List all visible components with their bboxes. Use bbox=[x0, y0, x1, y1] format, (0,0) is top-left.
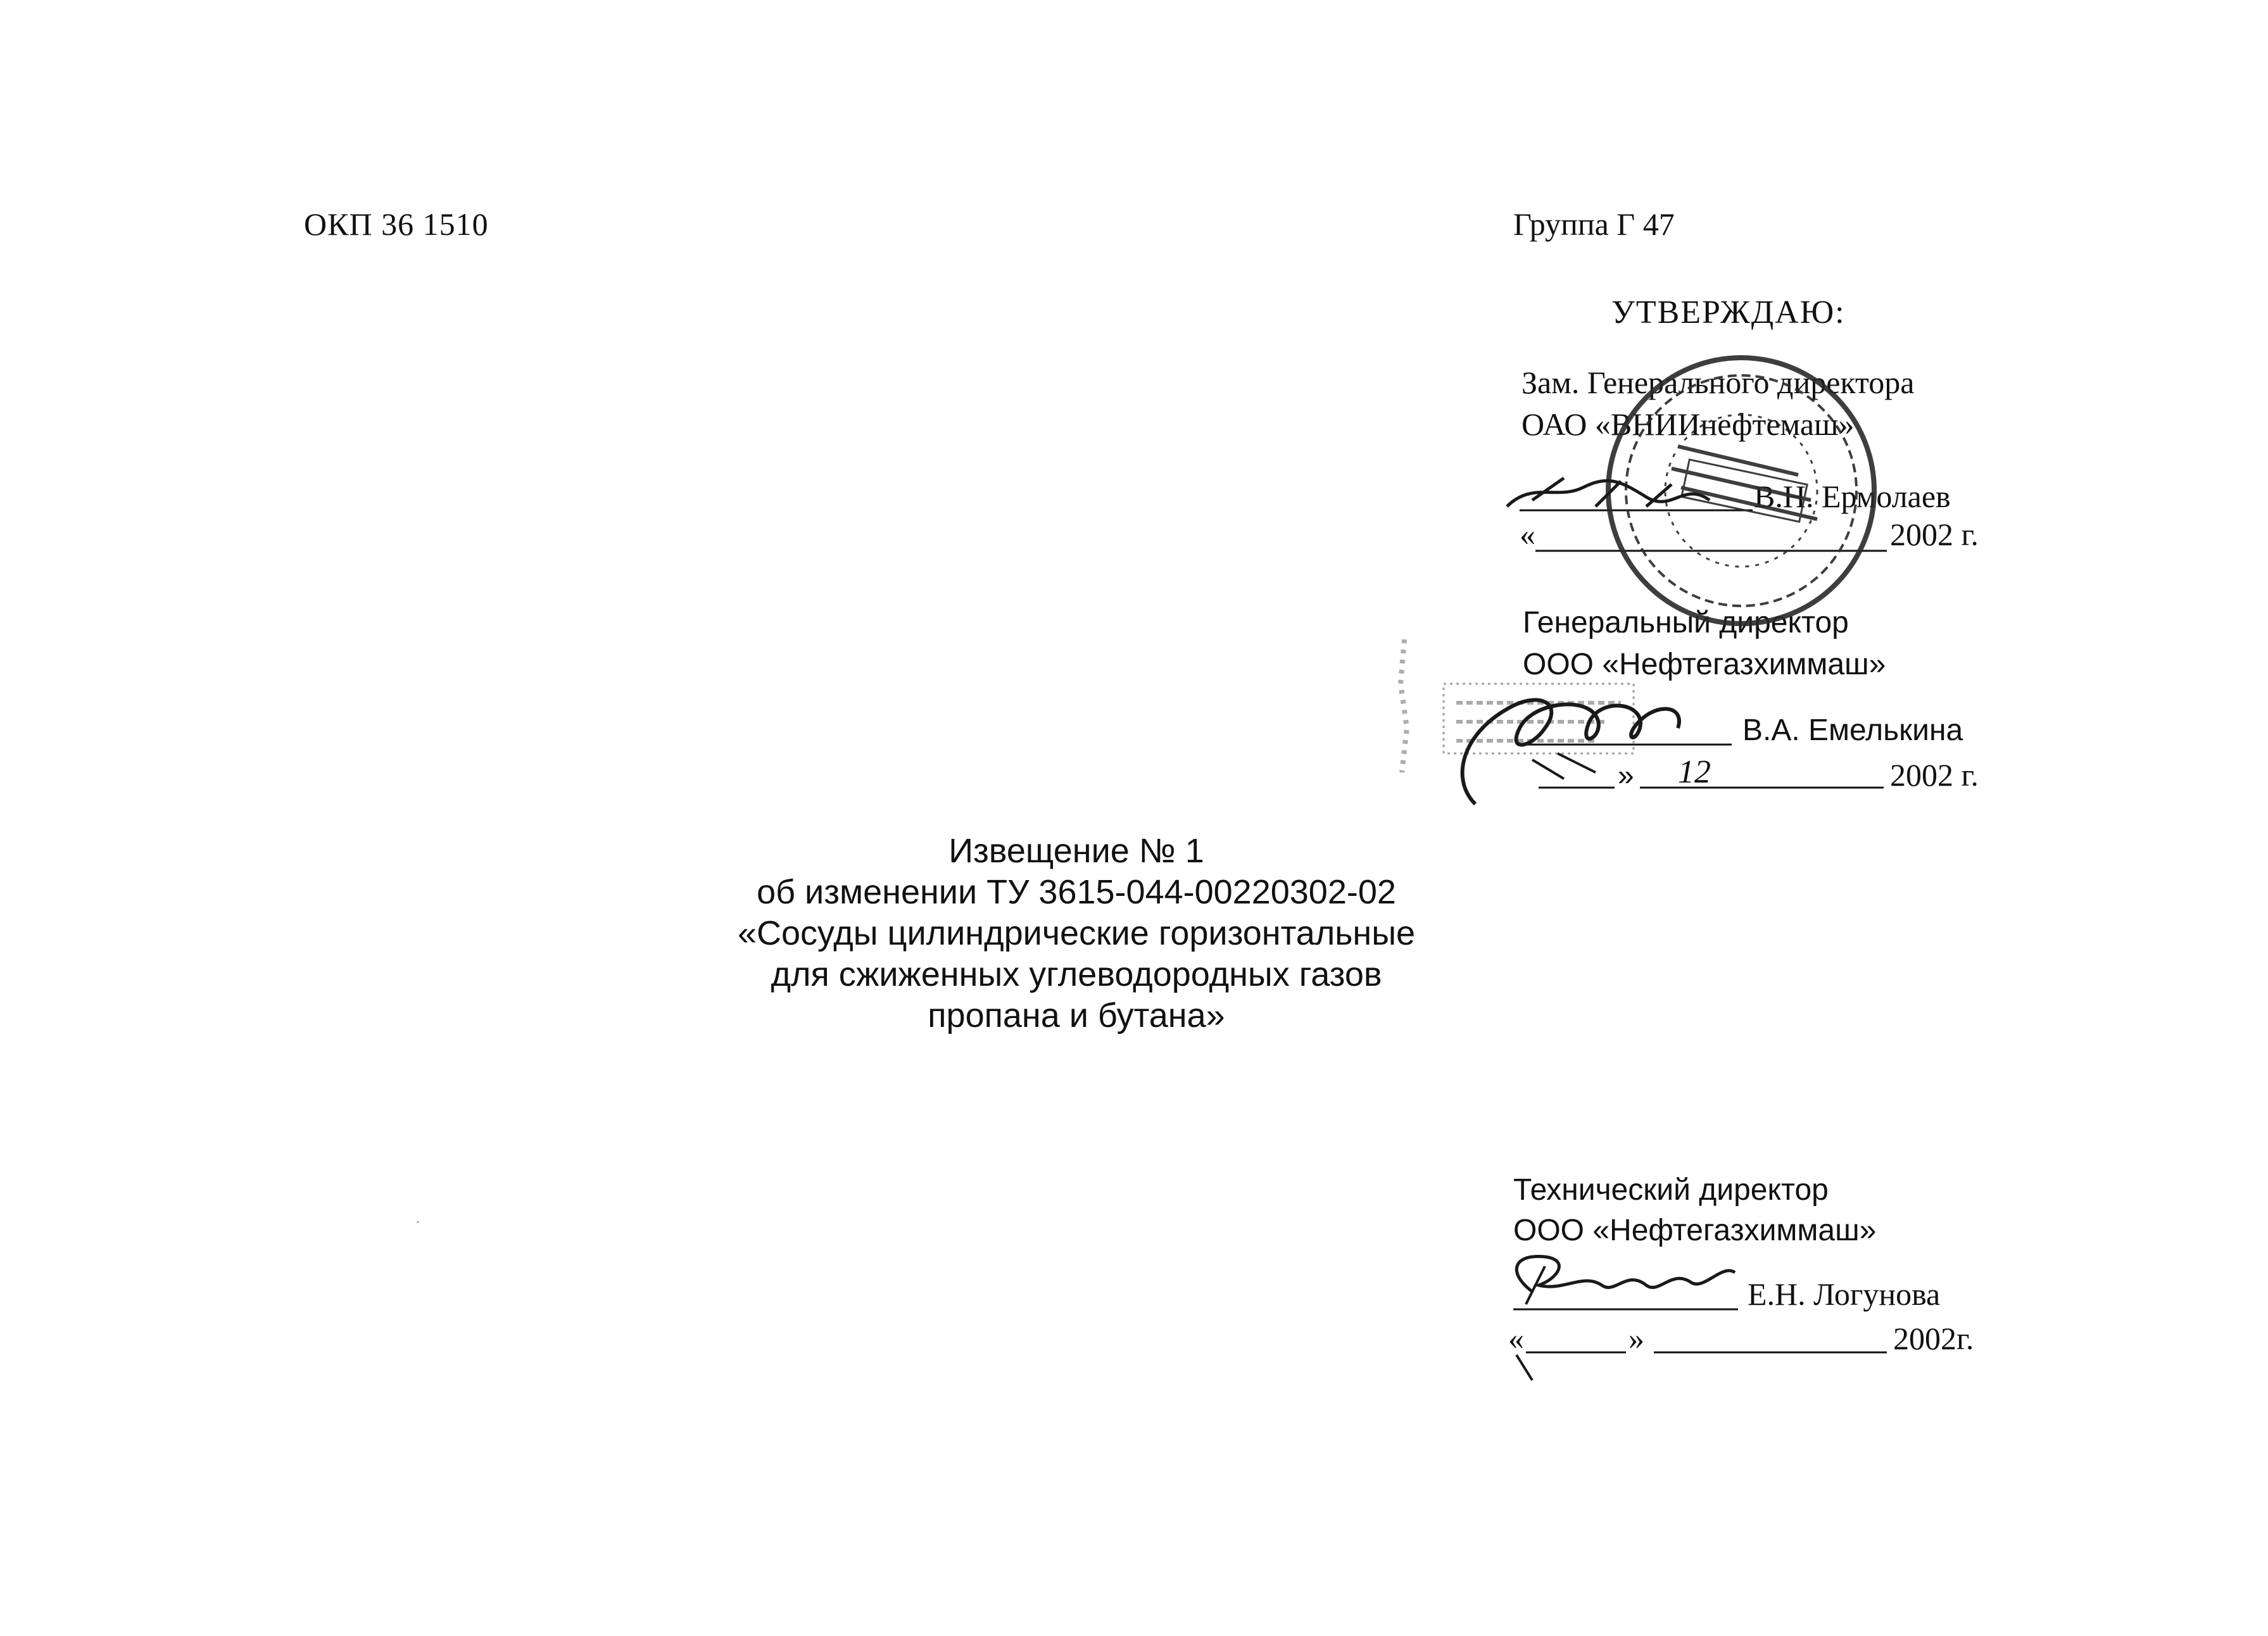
signatory-2-organization: ООО «Нефтегазхиммаш» bbox=[1523, 648, 1886, 681]
notice-line-2: об изменении ТУ 3615-044-00220302-02 bbox=[757, 873, 1396, 911]
round-seal-stamp bbox=[1608, 358, 1874, 624]
tech-director-signature bbox=[1516, 1256, 1735, 1292]
signatory-1-position: Зам. Генерального директора bbox=[1521, 365, 1915, 400]
signatory-2-name: В.А. Емелькина bbox=[1742, 714, 1963, 747]
notice-line-5: пропана и бутана» bbox=[928, 997, 1225, 1035]
tech-director-date-open: « bbox=[1508, 1321, 1524, 1356]
signatory-2-date-month: 12 bbox=[1678, 754, 1711, 790]
signatory-1-name: В.Н. Ермолаев bbox=[1754, 479, 1951, 514]
signatory-2-date-close: » bbox=[1618, 758, 1634, 791]
notice-title: Извещение № 1 bbox=[948, 832, 1204, 870]
signatory-1-date-year: 2002 г. bbox=[1890, 517, 1979, 552]
tech-director-name: Е.Н. Логунова bbox=[1748, 1276, 1941, 1312]
okp-code: ОКП 36 1510 bbox=[304, 206, 489, 242]
tech-director-organization: ООО «Нефтегазхиммаш» bbox=[1513, 1214, 1877, 1247]
tech-director-position: Технический директор bbox=[1513, 1173, 1829, 1207]
signatory-2-date-year: 2002 г. bbox=[1890, 757, 1979, 793]
tech-director-date-close: » bbox=[1629, 1321, 1644, 1356]
signatory-2-position: Генеральный директор bbox=[1523, 606, 1849, 639]
group-code: Группа Г 47 bbox=[1513, 206, 1675, 242]
signatory-1-organization: ОАО «ВНИИнефтемаш» bbox=[1521, 406, 1855, 442]
stamp-edge-mark bbox=[1401, 639, 1407, 772]
notice-line-4: для сжиженных углеводородных газов bbox=[771, 955, 1382, 993]
tech-director-date-year: 2002г. bbox=[1893, 1321, 1974, 1356]
signatory-1-date-open: « bbox=[1520, 517, 1535, 552]
approval-heading: УТВЕРЖДАЮ: bbox=[1611, 294, 1846, 330]
notice-line-3: «Сосуды цилиндрические горизонтальные bbox=[737, 914, 1416, 952]
